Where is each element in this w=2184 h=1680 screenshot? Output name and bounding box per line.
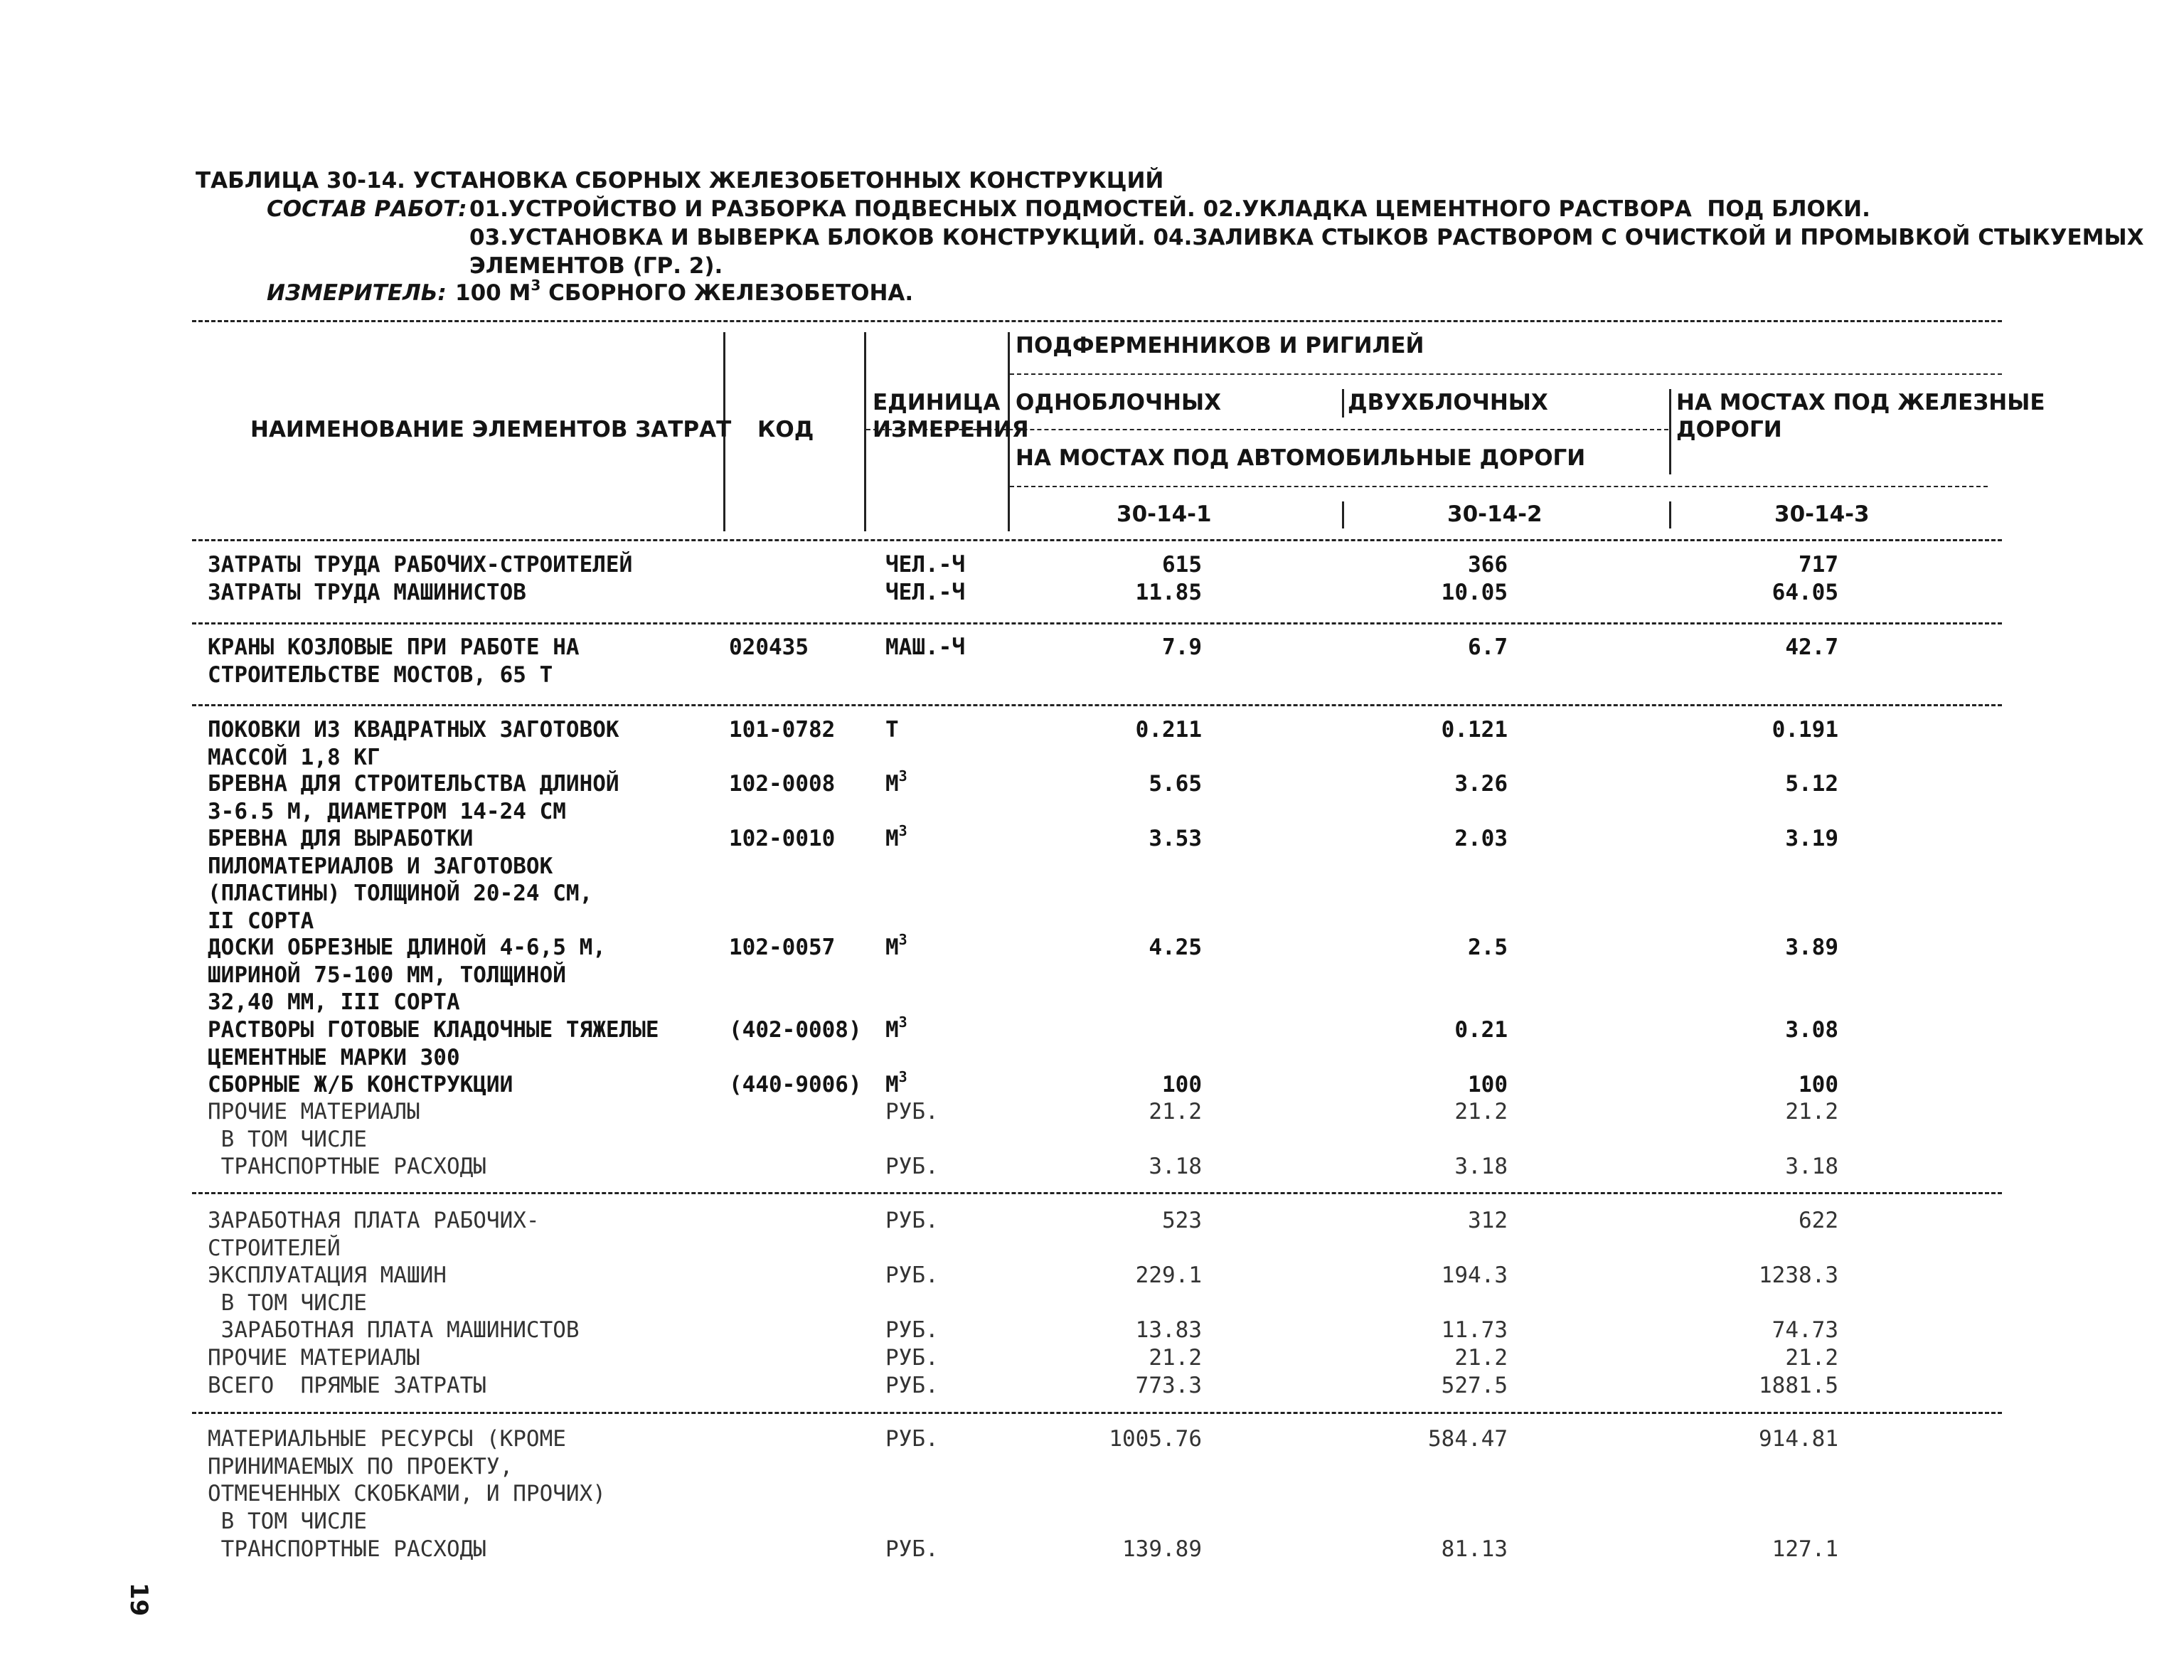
header-double-block: ДВУХБЛОЧНЫХ [1348,390,1548,415]
row-name-line: ЦЕМЕНТНЫЕ МАРКИ 300 [208,1044,460,1070]
row-name-line: ВСЕГО ПРЯМЫЕ ЗАТРАТЫ [208,1373,486,1398]
row-code: (440-9006) [729,1072,862,1097]
row-value-1: 615 [1162,552,1202,578]
row-unit-text: ЧЕЛ.-Ч [885,552,965,578]
row-unit-sup: 3 [898,1068,907,1085]
row-value-1: 11.85 [1135,580,1202,605]
row-name-line: ЗАРАБОТНАЯ ПЛАТА РАБОЧИХ- [208,1208,540,1233]
row-name-line: БРЕВНА ДЛЯ ВЫРАБОТКИ [208,826,474,851]
row-unit-sup: 3 [898,767,907,785]
row-value-1: 1005.76 [1109,1426,1202,1452]
header-col-2: 30-14-2 [1447,501,1543,527]
header-code-col: КОД [757,417,814,442]
header-divider [1342,501,1344,528]
row-value-2: 312 [1468,1208,1508,1233]
row-code: 102-0057 [729,935,836,960]
row-unit [885,1068,907,1097]
header-rule [1010,373,2002,375]
header-bottom-rule [192,539,2002,541]
composition-line-3: ЭЛЕМЕНТОВ (ГР. 2). [469,253,723,279]
row-value-3: 717 [1799,552,1838,578]
row-unit [885,634,965,660]
row-unit-sup: 3 [898,1014,907,1031]
row-unit [885,1208,939,1233]
row-value-1: 13.83 [1135,1317,1202,1343]
row-value-1: 3.53 [1149,826,1202,851]
row-value-3: 21.2 [1785,1345,1838,1371]
row-value-2: 584.47 [1428,1426,1508,1452]
row-unit [885,767,907,797]
row-unit-sup: 3 [898,822,907,839]
row-name-line: ПРИНИМАЕМЫХ ПО ПРОЕКТУ, [208,1453,513,1479]
row-unit-text: М [885,1072,899,1097]
row-unit-text: М [885,935,899,960]
row-unit-text: М [885,771,899,797]
row-value-1: 4.25 [1149,935,1202,960]
top-rule [192,320,2002,322]
row-value-3: 127.1 [1772,1536,1838,1562]
row-value-3: 100 [1799,1072,1838,1097]
section-rule [192,1412,2002,1414]
composition-line-1: 01.УСТРОЙСТВО И РАЗБОРКА ПОДВЕСНЫХ ПОДМОСТЕЙ. 02.УКЛАДКА ЦЕМЕНТНОГО РАСТВОРА ПОД БЛОКИ. [469,196,1870,222]
row-value-3: 0.191 [1772,717,1838,743]
row-unit-text: РУБ. [885,1262,939,1288]
row-value-1: 100 [1162,1072,1202,1097]
header-rule [1010,486,1988,487]
row-value-2: 366 [1468,552,1508,578]
section-rule [192,704,2002,706]
row-value-3: 1238.3 [1759,1262,1838,1288]
row-value-2: 6.7 [1468,634,1508,660]
row-unit [885,1154,939,1179]
header-divider [1669,501,1671,528]
row-name-line: ДОСКИ ОБРЕЗНЫЕ ДЛИНОЙ 4-6,5 М, [208,935,606,960]
header-col-3: 30-14-3 [1774,501,1870,527]
header-unit-2: ИЗМЕРЕНИЯ [873,417,1029,442]
row-value-1: 773.3 [1135,1373,1202,1398]
row-value-2: 21.2 [1454,1099,1508,1125]
row-unit [885,822,907,851]
row-unit-text: РУБ. [885,1208,939,1233]
row-value-1: 0.211 [1135,717,1202,743]
row-value-3: 3.89 [1785,935,1838,960]
row-value-2: 2.5 [1468,935,1508,960]
row-unit-text: МАШ.-Ч [885,634,965,660]
composition-label: СОСТАВ РАБОТ: [267,196,467,222]
row-name-line: ЗАРАБОТНАЯ ПЛАТА МАШИНИСТОВ [208,1317,580,1343]
row-value-3: 3.19 [1785,826,1838,851]
header-rail-1: НА МОСТАХ ПОД ЖЕЛЕЗНЫЕ [1676,390,2045,415]
row-name-line: В ТОМ ЧИСЛЕ [208,1508,367,1534]
row-unit-text: РУБ. [885,1426,939,1452]
row-value-3: 64.05 [1772,580,1838,605]
row-unit [885,717,899,743]
row-name-line: ЗАТРАТЫ ТРУДА МАШИНИСТОВ [208,580,526,605]
row-value-3: 21.2 [1785,1099,1838,1125]
row-unit [885,552,965,578]
row-value-1: 523 [1162,1208,1202,1233]
row-value-2: 3.26 [1454,771,1508,797]
row-value-1: 21.2 [1149,1345,1202,1371]
row-name-line: ЭКСПЛУАТАЦИЯ МАШИН [208,1262,447,1288]
row-name-line: СТРОИТЕЛЬСТВЕ МОСТОВ, 65 Т [208,661,553,688]
row-code: 102-0010 [729,826,836,851]
row-code: (402-0008) [729,1017,862,1043]
row-unit-text: ЧЕЛ.-Ч [885,580,965,605]
row-unit [885,1426,939,1452]
header-name-col: НАИМЕНОВАНИЕ ЭЛЕМЕНТОВ ЗАТРАТ [250,417,732,442]
row-name-line: КРАНЫ КОЗЛОВЫЕ ПРИ РАБОТЕ НА [208,634,580,660]
row-value-1: 229.1 [1135,1262,1202,1288]
row-unit-text: РУБ. [885,1536,939,1562]
section-rule [192,1192,2002,1194]
row-name-line: МАТЕРИАЛЬНЫЕ РЕСУРСЫ (КРОМЕ [208,1426,566,1452]
row-name-line: ПРОЧИЕ МАТЕРИАЛЫ [208,1099,420,1125]
row-name-line: ОТМЕЧЕННЫХ СКОБКАМИ, И ПРОЧИХ) [208,1481,606,1506]
table-title: ТАБЛИЦА 30-14. УСТАНОВКА СБОРНЫХ ЖЕЛЕЗОБЕТОННЫХ КОНСТРУКЦИЙ [196,168,1164,193]
row-unit-text: РУБ. [885,1373,939,1398]
row-value-3: 1881.5 [1759,1373,1838,1398]
row-unit [885,1014,907,1043]
row-unit [885,931,907,960]
header-divider [864,332,866,531]
row-unit [885,1262,939,1288]
row-value-2: 21.2 [1454,1345,1508,1371]
row-name-line: 3-6.5 М, ДИАМЕТРОМ 14-24 СМ [208,798,566,824]
row-code: 020435 [729,634,809,660]
row-unit-text: РУБ. [885,1154,939,1179]
page-number: 19 [124,1583,153,1617]
row-name-line: БРЕВНА ДЛЯ СТРОИТЕЛЬСТВА ДЛИНОЙ [208,771,619,797]
row-name-line: II СОРТА [208,908,314,934]
row-code: 102-0008 [729,771,836,797]
row-value-2: 100 [1468,1072,1508,1097]
row-code: 101-0782 [729,717,836,743]
row-name-line: СБОРНЫЕ Ж/Б КОНСТРУКЦИИ [208,1072,513,1097]
row-value-1: 5.65 [1149,771,1202,797]
row-name-line: ЗАТРАТЫ ТРУДА РАБОЧИХ-СТРОИТЕЛЕЙ [208,552,633,578]
row-unit [885,1536,939,1562]
header-single-block: ОДНОБЛОЧНЫХ [1016,390,1222,415]
row-value-3: 5.12 [1785,771,1838,797]
row-value-1: 139.89 [1122,1536,1202,1562]
row-unit [885,1317,939,1343]
row-value-3: 914.81 [1759,1426,1838,1452]
row-unit-text: Т [885,717,899,743]
row-value-2: 81.13 [1441,1536,1508,1562]
row-name-line: МАССОЙ 1,8 КГ [208,744,380,770]
row-name-line: РАСТВОРЫ ГОТОВЫЕ КЛАДОЧНЫЕ ТЯЖЕЛЫЕ [208,1017,659,1043]
row-value-3: 3.08 [1785,1017,1838,1043]
row-unit-text: РУБ. [885,1099,939,1125]
row-value-2: 11.73 [1441,1317,1508,1343]
section-rule [192,622,2002,624]
row-unit-text: РУБ. [885,1345,939,1371]
row-name-line: В ТОМ ЧИСЛЕ [208,1290,367,1316]
header-col-1: 30-14-1 [1117,501,1212,527]
row-unit-sup: 3 [898,931,907,948]
row-value-2: 10.05 [1441,580,1508,605]
row-value-2: 0.121 [1441,717,1508,743]
row-unit [885,1345,939,1371]
row-value-1: 3.18 [1149,1154,1202,1179]
header-group: ПОДФЕРМЕННИКОВ И РИГИЛЕЙ [1016,333,1424,358]
row-unit [885,1099,939,1125]
row-value-3: 42.7 [1785,634,1838,660]
row-value-1: 21.2 [1149,1099,1202,1125]
header-divider [1669,389,1671,474]
row-unit [885,580,965,605]
meter-label: ИЗМЕРИТЕЛЬ: [267,280,447,306]
row-value-1: 7.9 [1162,634,1202,660]
row-value-2: 527.5 [1441,1373,1508,1398]
row-value-2: 3.18 [1454,1154,1508,1179]
composition-line-2: 03.УСТАНОВКА И ВЫВЕРКА БЛОКОВ КОНСТРУКЦИЙ. 04.ЗАЛИВКА СТЫКОВ РАСТВОРОМ С ОЧИСТКОЙ И ПРОМЫВКОЙ СТЫКУЕМЫХ [469,225,2144,250]
row-name-line: ПОКОВКИ ИЗ КВАДРАТНЫХ ЗАГОТОВОК [208,717,619,743]
row-unit-text: М [885,1017,899,1043]
row-name-line: 32,40 ММ, III СОРТА [208,989,460,1015]
row-value-3: 3.18 [1785,1154,1838,1179]
header-divider [1342,389,1344,418]
row-name-line: ТРАНСПОРТНЫЕ РАСХОДЫ [208,1536,486,1562]
meter-value: 100 $М^3$ СБОРНОГО ЖЕЛЕЗОБЕТОНА. [455,277,914,306]
row-value-3: 74.73 [1772,1317,1838,1343]
row-name-line: ТРАНСПОРТНЫЕ РАСХОДЫ [208,1154,486,1179]
row-value-2: 194.3 [1441,1262,1508,1288]
row-name-line: СТРОИТЕЛЕЙ [208,1235,341,1261]
row-unit-text: РУБ. [885,1317,939,1343]
row-value-2: 0.21 [1454,1017,1508,1043]
row-name-line: В ТОМ ЧИСЛЕ [208,1126,367,1152]
row-name-line: (ПЛАСТИНЫ) ТОЛЩИНОЙ 20-24 СМ, [208,881,593,906]
row-unit-text: М [885,826,899,851]
row-name-line: ПРОЧИЕ МАТЕРИАЛЫ [208,1345,420,1371]
row-value-2: 2.03 [1454,826,1508,851]
header-unit-1: ЕДИНИЦА [873,390,1001,415]
header-road: НА МОСТАХ ПОД АВТОМОБИЛЬНЫЕ ДОРОГИ [1016,445,1586,471]
row-name-line: ПИЛОМАТЕРИАЛОВ И ЗАГОТОВОК [208,853,553,879]
header-rail-2: ДОРОГИ [1676,417,1782,442]
row-unit [885,1373,939,1398]
row-name-line: ШИРИНОЙ 75-100 ММ, ТОЛЩИНОЙ [208,962,566,988]
row-value-3: 622 [1799,1208,1838,1233]
